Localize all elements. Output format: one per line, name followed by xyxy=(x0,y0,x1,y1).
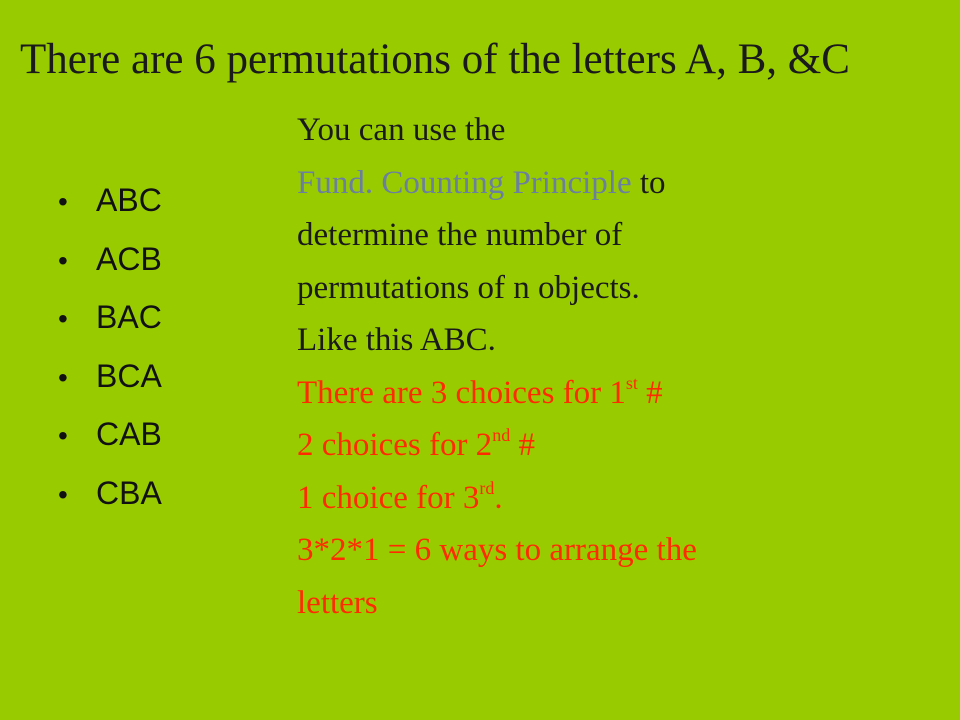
list-item xyxy=(58,291,162,350)
explanation-block xyxy=(297,104,937,629)
permutation-text: ABC xyxy=(96,182,162,218)
explanation-line: determine the number of xyxy=(297,217,623,253)
bullet-icon: • xyxy=(58,303,68,335)
permutation-text: CAB xyxy=(96,416,162,453)
explanation-line xyxy=(297,157,937,210)
explanation-line: permutations of n objects. xyxy=(297,269,640,306)
explanation-line: You can use the xyxy=(297,112,506,148)
ordinal-suffix: rd xyxy=(479,477,495,498)
explanation-text: to xyxy=(631,164,666,201)
result-line: 3*2*1 = 6 ways to arrange the xyxy=(297,532,697,568)
principle-link[interactable]: Fund. Counting Principle xyxy=(297,164,632,201)
explanation-text: 1 choice for 3 xyxy=(297,479,480,516)
bullet-icon: • xyxy=(58,361,68,393)
explanation-text: # xyxy=(510,427,535,463)
explanation-line: Like this ABC. xyxy=(297,322,496,358)
explanation-text: There are 3 choices for 1 xyxy=(297,374,626,411)
list-item xyxy=(58,408,162,467)
bullet-icon: • xyxy=(58,186,68,217)
explanation-text: . xyxy=(494,479,503,516)
choice-line-second xyxy=(297,419,937,472)
bullet-icon: • xyxy=(58,478,68,510)
permutation-text: CBA xyxy=(96,474,162,511)
ordinal-suffix: nd xyxy=(492,425,511,445)
permutation-list xyxy=(58,174,162,526)
list-item xyxy=(58,467,162,526)
result-line: letters xyxy=(297,584,378,621)
explanation-text: 2 choices for 2 xyxy=(297,427,493,463)
permutation-text: BCA xyxy=(96,357,162,394)
permutation-text: ACB xyxy=(96,240,162,277)
explanation-text: # xyxy=(637,374,663,411)
list-item xyxy=(58,350,162,409)
bullet-icon: • xyxy=(58,244,68,276)
ordinal-suffix: st xyxy=(625,372,638,393)
list-item xyxy=(58,233,162,292)
list-item xyxy=(58,174,162,233)
choice-line-third xyxy=(297,472,937,525)
permutation-text: BAC xyxy=(96,299,162,336)
slide-title: There are 6 permutations of the letters A, B, &C xyxy=(20,36,850,83)
bullet-icon: • xyxy=(58,420,68,452)
choice-line-first xyxy=(297,367,937,420)
